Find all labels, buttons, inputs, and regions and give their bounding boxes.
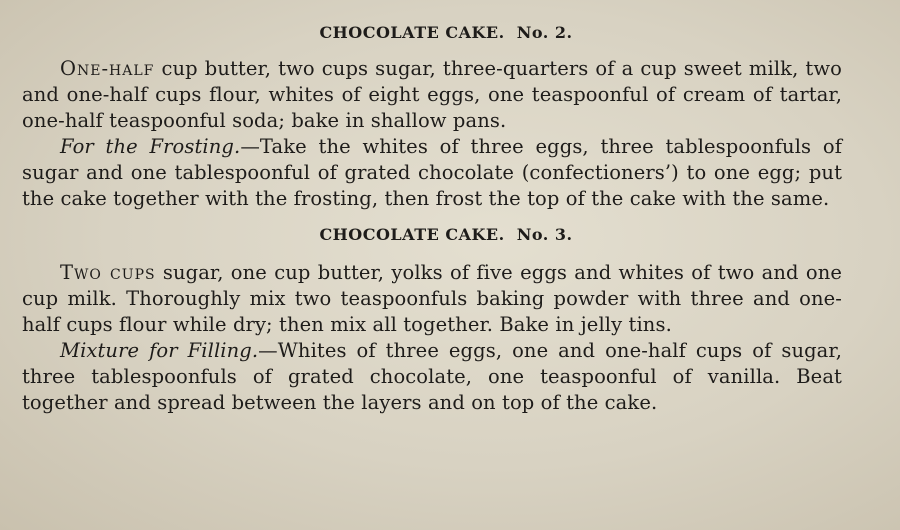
filling-text: —Whites of three eggs, one and one-half cups of sugar, three tablespoonfuls of grated chocolate, one teaspoonful of vanilla. Beat together and spread between the layers and on top of the cake.	[22, 339, 842, 414]
page-content	[22, 18, 842, 416]
recipe-2-frosting	[22, 134, 842, 212]
recipe-3-ingredients	[22, 260, 842, 338]
recipe-number: No. 3.	[516, 225, 573, 244]
recipe-title: CHOCOLATE CAKE.	[319, 23, 505, 42]
filling-label: Mixture for Filling.	[60, 339, 259, 362]
ingredients-text: cup butter, two cups sugar, three-quarters of a cup sweet milk, two and one-half cups flour, whites of eight eggs, one teaspoonful of cream of tartar, one-half teaspoonful soda; bake in shallow pans.	[22, 57, 842, 132]
frosting-label: For the Frosting.	[60, 135, 241, 158]
recipe-3-filling	[22, 338, 842, 416]
recipe-title: CHOCOLATE CAKE.	[319, 225, 505, 244]
frosting-text: —Take the whites of three eggs, three tablespoonfuls of sugar and one tablespoonful of grated chocolate (confectioners’) to one egg; put the cake together with the frosting, then frost the top of the cake with the same.	[22, 135, 843, 210]
recipe-2-ingredients	[22, 56, 842, 134]
recipe-heading-no-3	[22, 222, 842, 248]
ingredients-text: sugar, one cup butter, yolks of five eggs and whites of two and one cup milk. Thoroughly mix two teaspoonfuls baking powder with three and one-half cups flour while dry; then mix all together. Bake in jelly tins.	[22, 261, 842, 336]
recipe-number: No. 2.	[516, 23, 573, 42]
lead-words: One-half	[60, 57, 155, 80]
recipe-heading-no-2	[22, 20, 842, 46]
lead-words: Two cups	[60, 261, 156, 284]
